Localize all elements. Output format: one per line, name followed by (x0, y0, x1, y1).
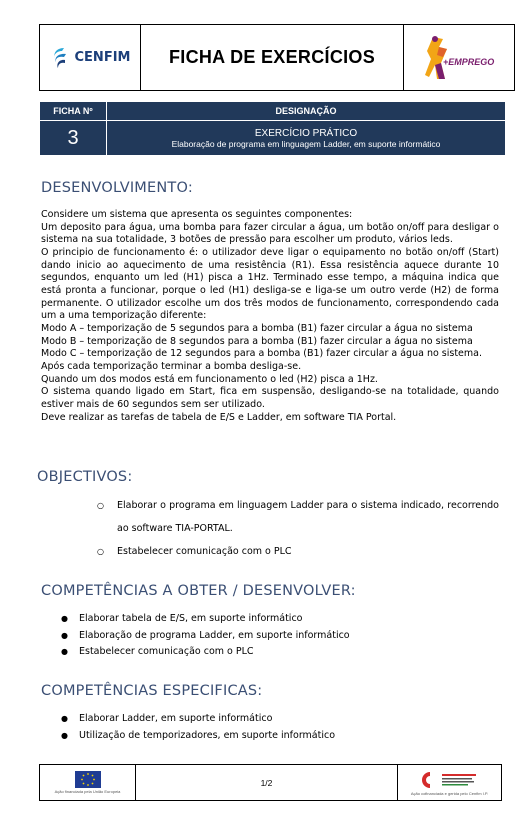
mais-emprego-logo (404, 25, 514, 90)
paragraph: Após cada temporização terminar a bomba desliga-se. (41, 360, 302, 372)
objectivos-heading: OBJECTIVOS: (37, 469, 133, 485)
list-item: ● Elaborar tabela de E/S, em suporte informático (61, 611, 501, 628)
document-header (39, 24, 515, 91)
cenfim-logo-text: CENFIM (74, 50, 131, 65)
eu-funding-logo (40, 765, 136, 800)
paragraph: Quando um dos modos está em funcionamento o led (H2) pisca a 1Hz. (41, 373, 378, 385)
bullet-dot-icon: ● (61, 730, 68, 740)
paragraph: Deve realizar as tarefas de tabela de E/S e Ladder, em software TIA Portal. (41, 411, 397, 423)
ficha-table (39, 101, 506, 156)
eu-funding-caption: Ação financiada pela União Europeia (54, 789, 121, 794)
competencias-especificas-list (61, 711, 501, 744)
paragraph: Modo A – temporização de 5 segundos para a bomba (B1) fazer circular a água no sistema (41, 322, 473, 334)
ficha-number: 3 (40, 121, 107, 156)
cenfim-funding-caption: Ação cofinanciada e gerida pelo Cenfim I.P. (410, 790, 489, 796)
hollow-circle-bullet-icon: ○ (97, 547, 104, 556)
page-number: 1/2 (136, 765, 398, 800)
eu-flag-icon (75, 771, 101, 788)
cenfim-funding-emblem-icon (420, 770, 480, 790)
mais-emprego-logo-text: +EMPREGO (443, 56, 495, 67)
paragraph: Considere um sistema que apresenta os seguintes componentes: (41, 209, 353, 220)
cenfim-logo (40, 25, 141, 90)
bullet-dot-icon: ● (61, 630, 68, 640)
document-title: FICHA DE EXERCÍCIOS (141, 25, 404, 90)
ficha-number-header: FICHA Nº (40, 102, 107, 121)
list-item: ● Utilização de temporizadores, em suporte informático (61, 728, 501, 745)
list-item: ○ Estabelecer comunicação com o PLC (97, 540, 499, 563)
list-item: ● Estabelecer comunicação com o PLC (61, 644, 501, 661)
paragraph: Modo B – temporização de 8 segundos para a bomba (B1) fazer circular a água no sistema (41, 335, 473, 347)
designation-header: DESIGNAÇÃO (107, 102, 506, 121)
paragraph: Um deposito para água, uma bomba para fazer circular a água, um botão on/off para desligar o sistema na sua totalidade, 3 botões de pressão para escolher um produto, vários leds. (41, 221, 499, 246)
cenfim-swirl-icon (50, 45, 72, 71)
paragraph: O principio de funcionamento é: o utilizador deve ligar o equipamento no botão on/off (Start) dando inicio ao aquecimento de uma resistência (R1). Essa resistência aquece durante 10 segundos, enquanto um led (H1) pisca a 1Hz. Terminado esse tempo, a máquina indica que está pronta a funcionar, porque o led (H1) desliga-se e liga-se um outro verde (H2) de forma permanente. O utilizador escolhe um dos três modos de funcionamento, correspondendo cada um a uma temporização diferente: (41, 246, 499, 322)
document-footer (39, 764, 502, 801)
cenfim-funding-logo (398, 765, 501, 800)
desenvolvimento-text (41, 209, 499, 424)
paragraph: Modo C – temporização de 12 segundos para a bomba (B1) fazer circular a água no sistema. (41, 348, 482, 360)
list-item: ● Elaborar Ladder, em suporte informático (61, 711, 501, 728)
bullet-dot-icon: ● (61, 614, 68, 623)
objectivos-list (97, 494, 499, 563)
designation-title: EXERCÍCIO PRÁTICO (254, 127, 358, 139)
list-item: ● Elaboração de programa Ladder, em suporte informático (61, 628, 501, 645)
competencias-heading: COMPETÊNCIAS A OBTER / DESENVOLVER: (41, 583, 356, 599)
competencias-especificas-heading: COMPETÊNCIAS ESPECIFICAS: (41, 683, 263, 699)
competencias-list (61, 611, 501, 661)
designation-cell (107, 121, 506, 156)
bullet-dot-icon: ● (61, 647, 68, 656)
hollow-circle-bullet-icon: ○ (97, 501, 104, 510)
paragraph: O sistema quando ligado em Start, fica em suspensão, desligando-se na totalidade, quando estiver mais de 60 segundos sem ser utilizado. (41, 386, 499, 410)
bullet-dot-icon: ● (61, 714, 68, 723)
desenvolvimento-heading: DESENVOLVIMENTO: (41, 180, 193, 196)
list-item: ○ Elaborar o programa em linguagem Ladder para o sistema indicado, recorrendo ao software TIA-PORTAL. (97, 494, 499, 540)
designation-subtitle: Elaboração de programa em linguagem Ladder, em suporte informático (171, 138, 441, 149)
